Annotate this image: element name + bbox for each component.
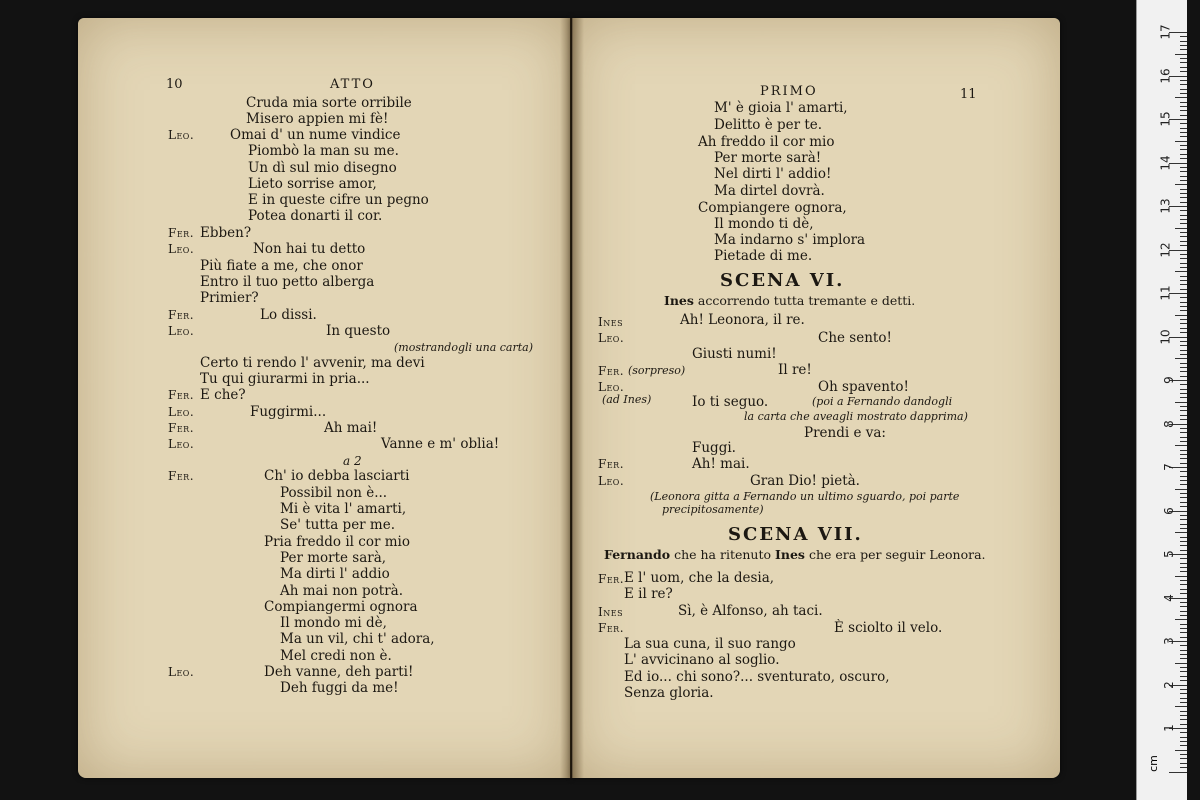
verse-line: Cruda mia sorte orribile — [246, 95, 412, 111]
ruler-tick — [1180, 437, 1187, 438]
verse-line: Fuggi. — [692, 440, 736, 456]
ruler-tick — [1180, 276, 1187, 277]
ruler-tick — [1180, 602, 1187, 603]
ruler-tick — [1180, 758, 1187, 759]
ruler-tick — [1180, 367, 1187, 368]
stage-direction: la carta che aveagli mostrato dapprima) — [744, 410, 968, 423]
ruler-number: 12 — [1158, 241, 1173, 258]
speaker-label: Fer. — [168, 226, 195, 240]
ruler-tick — [1180, 354, 1187, 355]
ruler-tick — [1180, 606, 1187, 607]
ruler-tick — [1180, 180, 1187, 181]
verse-line: La sua cuna, il suo rango — [624, 636, 796, 652]
verse-line: Mel credi non è. — [280, 648, 392, 664]
ruler-tick — [1180, 258, 1187, 259]
ruler-tick — [1180, 67, 1187, 68]
ruler-tick — [1175, 706, 1187, 707]
ruler-tick — [1180, 371, 1187, 372]
ruler-tick — [1180, 80, 1187, 81]
speaker-label: Leo. — [168, 324, 195, 338]
ruler-tick — [1180, 323, 1187, 324]
ruler-tick — [1180, 632, 1187, 633]
stage-direction: a 2 — [343, 454, 362, 468]
verse-line: Mi è vita l' amarti, — [280, 501, 407, 517]
ruler-tick — [1180, 302, 1187, 303]
ruler-tick — [1180, 341, 1187, 342]
speaker-label: Ines — [598, 605, 624, 619]
ruler-tick — [1175, 315, 1187, 316]
ruler-tick — [1175, 402, 1187, 403]
stage-direction: (poi a Fernando dandogli — [812, 395, 953, 408]
ruler-tick — [1180, 254, 1187, 255]
verse-line: Ah mai! — [324, 420, 378, 436]
character-name: Ines — [664, 293, 694, 308]
ruler-tick — [1180, 589, 1187, 590]
ruler-tick — [1175, 141, 1187, 142]
ruler-tick — [1180, 676, 1187, 677]
ruler-unit: cm — [1146, 755, 1160, 772]
ruler-tick — [1180, 593, 1187, 594]
ruler-tick — [1180, 506, 1187, 507]
verse-line: Piombò la man su me. — [248, 143, 399, 159]
verse-line: Possibil non è... — [280, 485, 388, 501]
ruler-tick — [1180, 432, 1187, 433]
verse-line: Misero appien mi fè! — [246, 111, 389, 127]
ruler-number: 8 — [1162, 419, 1177, 428]
ruler-tick — [1175, 619, 1187, 620]
ruler-tick — [1180, 476, 1187, 477]
speaker-label: Leo. — [168, 405, 195, 419]
ruler-number: 2 — [1162, 680, 1177, 689]
verse-line: Lo dissi. — [260, 307, 317, 323]
ruler-number: 17 — [1158, 24, 1173, 40]
ruler-tick — [1180, 132, 1187, 133]
verse-line: Compiangermi ognora — [264, 599, 418, 615]
ruler-tick — [1180, 450, 1187, 451]
ruler-tick — [1180, 49, 1187, 50]
verse-line: Se' tutta per me. — [280, 517, 396, 533]
ruler-tick — [1180, 241, 1187, 242]
verse-line: Non hai tu detto — [253, 241, 366, 257]
ruler-tick — [1175, 663, 1187, 664]
ruler-tick — [1180, 571, 1187, 572]
ruler-tick — [1180, 563, 1187, 564]
ruler-tick — [1175, 271, 1187, 272]
stage-direction — [604, 549, 986, 562]
ruler-tick — [1180, 158, 1187, 159]
stage-direction: (sorpreso) — [628, 364, 686, 377]
speaker-label: Fer. — [598, 457, 625, 471]
ruler-tick — [1180, 658, 1187, 659]
ruler-tick — [1180, 154, 1187, 155]
ruler-number: 3 — [1162, 637, 1177, 645]
ruler-tick — [1180, 115, 1187, 116]
ruler-tick — [1180, 136, 1187, 137]
verse-line: Fuggirmi... — [250, 404, 327, 420]
ruler-tick — [1180, 767, 1187, 768]
verse-line: Più fiate a me, che onor — [200, 258, 363, 274]
speaker-label: Leo. — [168, 437, 195, 451]
verse-line: Ed io... chi sono?... sventurato, oscuro, — [624, 669, 890, 685]
ruler-tick — [1175, 576, 1187, 577]
ruler-tick — [1180, 711, 1187, 712]
measuring-ruler — [1136, 0, 1187, 800]
ruler-tick — [1175, 532, 1187, 533]
ruler-tick — [1180, 584, 1187, 585]
verse-line: Ma indarno s' implora — [714, 232, 866, 248]
speaker-label: Fer. — [598, 621, 625, 635]
ruler-tick — [1180, 319, 1187, 320]
character-name: Ines — [775, 547, 805, 562]
verse-line: Oh spavento! — [818, 379, 909, 395]
ruler-tick — [1180, 763, 1187, 764]
ruler-tick — [1180, 84, 1187, 85]
ruler-tick — [1180, 741, 1187, 742]
stage-direction: (mostrandogli una carta) — [394, 341, 534, 354]
ruler-tick — [1180, 89, 1187, 90]
verse-line: Vanne e m' oblia! — [381, 436, 500, 452]
verse-line: Deh vanne, deh parti! — [264, 664, 414, 680]
ruler-tick — [1180, 297, 1187, 298]
ruler-tick — [1180, 693, 1187, 694]
ruler-tick — [1180, 689, 1187, 690]
speaker-label: Ines — [598, 315, 624, 329]
ruler-number: 14 — [1158, 154, 1173, 171]
ruler-tick — [1175, 358, 1187, 359]
stage-text: che ha ritenuto — [674, 547, 772, 562]
verse-line: Prendi e va: — [804, 425, 886, 441]
book-gutter — [560, 18, 584, 778]
ruler-tick — [1180, 441, 1187, 442]
ruler-tick — [1180, 524, 1187, 525]
ruler-tick — [1180, 245, 1187, 246]
ruler-tick — [1180, 310, 1187, 311]
ruler-tick — [1180, 128, 1187, 129]
verse-line: Per morte sarà! — [714, 150, 822, 166]
ruler-tick — [1180, 719, 1187, 720]
speaker-label: Leo. — [168, 665, 195, 679]
ruler-tick — [1180, 515, 1187, 516]
verse-line: Per morte sarà, — [280, 550, 387, 566]
verse-line: Ah! mai. — [692, 456, 750, 472]
ruler-tick — [1180, 645, 1187, 646]
ruler-number: 16 — [1158, 67, 1173, 84]
ruler-tick — [1180, 193, 1187, 194]
verse-line: Gran Dio! pietà. — [750, 473, 860, 489]
ruler-number: 5 — [1162, 550, 1177, 558]
ruler-tick — [1180, 715, 1187, 716]
ruler-tick — [1180, 389, 1187, 390]
verse-line: L' avvicinano al soglio. — [624, 652, 780, 668]
speaker-label: Leo. — [598, 474, 625, 488]
ruler-tick — [1180, 428, 1187, 429]
running-head: ATTO — [330, 77, 375, 92]
ruler-tick — [1180, 754, 1187, 755]
verse-line: È sciolto il velo. — [834, 620, 943, 636]
ruler-tick — [1180, 698, 1187, 699]
verse-line: Ma un vil, chi t' adora, — [280, 631, 435, 647]
ruler-tick — [1180, 458, 1187, 459]
verse-line: Ah! Leonora, il re. — [680, 312, 805, 328]
ruler-tick — [1180, 62, 1187, 63]
verse-line: E l' uom, che la desia, — [624, 570, 775, 586]
ruler-tick — [1180, 102, 1187, 103]
ruler-tick — [1180, 537, 1187, 538]
verse-line: Certo ti rendo l' avvenir, ma devi — [200, 355, 425, 371]
speaker-label: Leo. — [168, 128, 195, 142]
ruler-tick — [1180, 502, 1187, 503]
verse-line: In questo — [326, 323, 391, 339]
ruler-tick — [1180, 654, 1187, 655]
ruler-tick — [1180, 93, 1187, 94]
verse-line: Senza gloria. — [624, 685, 714, 701]
stage-direction: (ad Ines) — [602, 393, 652, 406]
ruler-tick — [1180, 232, 1187, 233]
ruler-tick — [1169, 772, 1187, 773]
ruler-tick — [1180, 267, 1187, 268]
speaker-label: Leo. — [598, 380, 625, 394]
speaker-label: Fer. — [168, 388, 195, 402]
ruler-tick — [1180, 171, 1187, 172]
ruler-tick — [1180, 463, 1187, 464]
stage-direction: (Leonora gitta a Fernando un ultimo sguardo, poi parte — [650, 490, 960, 503]
ruler-tick — [1180, 406, 1187, 407]
stage-direction — [664, 295, 915, 308]
verse-line: E in queste cifre un pegno — [248, 192, 429, 208]
speaker-label: Fer. — [168, 308, 195, 322]
verse-line: Pietade di me. — [714, 248, 813, 264]
ruler-tick — [1180, 332, 1187, 333]
speaker-label: Fer. — [168, 469, 195, 483]
verse-line: Che sento! — [818, 330, 892, 346]
ruler-tick — [1180, 702, 1187, 703]
verse-line: Il re! — [778, 362, 812, 378]
ruler-tick — [1180, 384, 1187, 385]
ruler-tick — [1180, 737, 1187, 738]
ruler-tick — [1180, 263, 1187, 264]
ruler-tick — [1180, 493, 1187, 494]
stage-text: che era per seguir Leonora. — [808, 547, 986, 562]
verse-line: E il re? — [624, 586, 673, 602]
ruler-number: 1 — [1162, 724, 1177, 732]
ruler-tick — [1180, 615, 1187, 616]
ruler-tick — [1180, 280, 1187, 281]
ruler-tick — [1180, 397, 1187, 398]
ruler-tick — [1180, 454, 1187, 455]
ruler-number: 13 — [1158, 198, 1173, 214]
ruler-tick — [1180, 410, 1187, 411]
ruler-tick — [1175, 54, 1187, 55]
page-number: 10 — [166, 77, 183, 92]
ruler-number: 6 — [1162, 506, 1177, 515]
ruler-number: 9 — [1162, 376, 1177, 384]
ruler-tick — [1180, 289, 1187, 290]
verse-line: Io ti seguo. — [692, 394, 769, 410]
ruler-tick — [1180, 628, 1187, 629]
ruler-tick — [1180, 110, 1187, 111]
ruler-tick — [1180, 471, 1187, 472]
ruler-tick — [1180, 393, 1187, 394]
ruler-tick — [1180, 202, 1187, 203]
verse-line: E che? — [200, 387, 246, 403]
ruler-tick — [1175, 445, 1187, 446]
verse-line: Ma dirti l' addio — [280, 566, 390, 582]
ruler-tick — [1180, 36, 1187, 37]
verse-line: Ma dirtel dovrà. — [714, 183, 825, 199]
ruler-number: 10 — [1158, 328, 1173, 345]
ruler-tick — [1180, 580, 1187, 581]
ruler-tick — [1180, 197, 1187, 198]
verse-line: M' è gioia l' amarti, — [714, 100, 848, 116]
verse-line: Entro il tuo petto alberga — [200, 274, 375, 290]
verse-line: Delitto è per te. — [714, 117, 823, 133]
ruler-tick — [1180, 624, 1187, 625]
ruler-tick — [1180, 376, 1187, 377]
verse-line: Compiangere ognora, — [698, 200, 847, 216]
ruler-tick — [1175, 750, 1187, 751]
verse-line: Tu qui giurarmi in pria... — [200, 371, 370, 387]
ruler-tick — [1175, 228, 1187, 229]
speaker-label: Fer. — [598, 364, 625, 378]
verse-line: Deh fuggi da me! — [280, 680, 399, 696]
ruler-tick — [1180, 732, 1187, 733]
ruler-tick — [1180, 671, 1187, 672]
speaker-label: Leo. — [168, 242, 195, 256]
ruler-tick — [1180, 528, 1187, 529]
ruler-tick — [1180, 223, 1187, 224]
ruler-tick — [1180, 145, 1187, 146]
ruler-tick — [1180, 541, 1187, 542]
ruler-tick — [1180, 550, 1187, 551]
ruler-tick — [1180, 210, 1187, 211]
ruler-tick — [1180, 745, 1187, 746]
ruler-number: 4 — [1162, 593, 1177, 602]
stage-text: accorrendo tutta tremante e detti. — [697, 293, 916, 308]
ruler-tick — [1180, 215, 1187, 216]
ruler-tick — [1180, 58, 1187, 59]
verse-line: Ah mai non potrà. — [280, 583, 403, 599]
ruler-number: 15 — [1158, 111, 1173, 127]
ruler-tick — [1180, 106, 1187, 107]
verse-line: Il mondo mi dè, — [280, 615, 387, 631]
ruler-tick — [1180, 519, 1187, 520]
verse-line: Ah freddo il cor mio — [698, 134, 835, 150]
ruler-tick — [1175, 489, 1187, 490]
verse-line: Pria freddo il cor mio — [264, 534, 410, 550]
verse-line: Ch' io debba lasciarti — [264, 468, 410, 484]
ruler-number: 7 — [1162, 463, 1177, 471]
ruler-tick — [1180, 650, 1187, 651]
ruler-tick — [1175, 97, 1187, 98]
verse-line: Nel dirti l' addio! — [714, 166, 832, 182]
verse-line: Il mondo ti dè, — [714, 216, 814, 232]
ruler-tick — [1180, 45, 1187, 46]
character-name: Fernando — [604, 547, 671, 562]
verse-line: Primier? — [200, 290, 259, 306]
ruler-tick — [1180, 611, 1187, 612]
ruler-tick — [1180, 419, 1187, 420]
ruler-tick — [1180, 497, 1187, 498]
ruler-tick — [1180, 484, 1187, 485]
scene-heading: SCENA VI. — [720, 270, 845, 291]
ruler-tick — [1180, 480, 1187, 481]
ruler-tick — [1180, 545, 1187, 546]
ruler-tick — [1180, 345, 1187, 346]
ruler-tick — [1180, 41, 1187, 42]
ruler-tick — [1180, 328, 1187, 329]
ruler-tick — [1180, 123, 1187, 124]
ruler-tick — [1180, 306, 1187, 307]
verse-line: Un dì sul mio disegno — [248, 160, 397, 176]
verse-line: Omai d' un nume vindice — [230, 127, 401, 143]
ruler-tick — [1175, 184, 1187, 185]
ruler-tick — [1180, 667, 1187, 668]
speaker-label: Leo. — [598, 331, 625, 345]
verse-line: Sì, è Alfonso, ah taci. — [678, 603, 823, 619]
ruler-tick — [1180, 680, 1187, 681]
verse-line: Lieto sorrise amor, — [248, 176, 377, 192]
ruler-tick — [1180, 350, 1187, 351]
open-booklet — [70, 18, 1070, 780]
ruler-tick — [1180, 71, 1187, 72]
ruler-tick — [1180, 219, 1187, 220]
ruler-tick — [1180, 415, 1187, 416]
verse-line: Ebben? — [200, 225, 252, 241]
ruler-tick — [1180, 167, 1187, 168]
ruler-tick — [1180, 189, 1187, 190]
running-head: PRIMO — [760, 84, 818, 99]
stage-direction: precipitosamente) — [662, 503, 764, 516]
ruler-tick — [1180, 558, 1187, 559]
ruler-tick — [1180, 236, 1187, 237]
ruler-tick — [1180, 567, 1187, 568]
verse-line: Giusti numi! — [692, 346, 777, 362]
ruler-tick — [1180, 724, 1187, 725]
ruler-tick — [1180, 637, 1187, 638]
speaker-label: Fer. — [598, 572, 625, 586]
ruler-tick — [1180, 149, 1187, 150]
ruler-number: 11 — [1158, 285, 1173, 301]
right-page — [572, 18, 1060, 778]
ruler-tick — [1180, 176, 1187, 177]
speaker-label: Fer. — [168, 421, 195, 435]
scene-heading: SCENA VII. — [728, 524, 863, 545]
verse-line: Potea donarti il cor. — [248, 208, 383, 224]
page-number: 11 — [960, 87, 977, 102]
left-page — [78, 18, 570, 778]
ruler-tick — [1180, 284, 1187, 285]
ruler-tick — [1180, 363, 1187, 364]
